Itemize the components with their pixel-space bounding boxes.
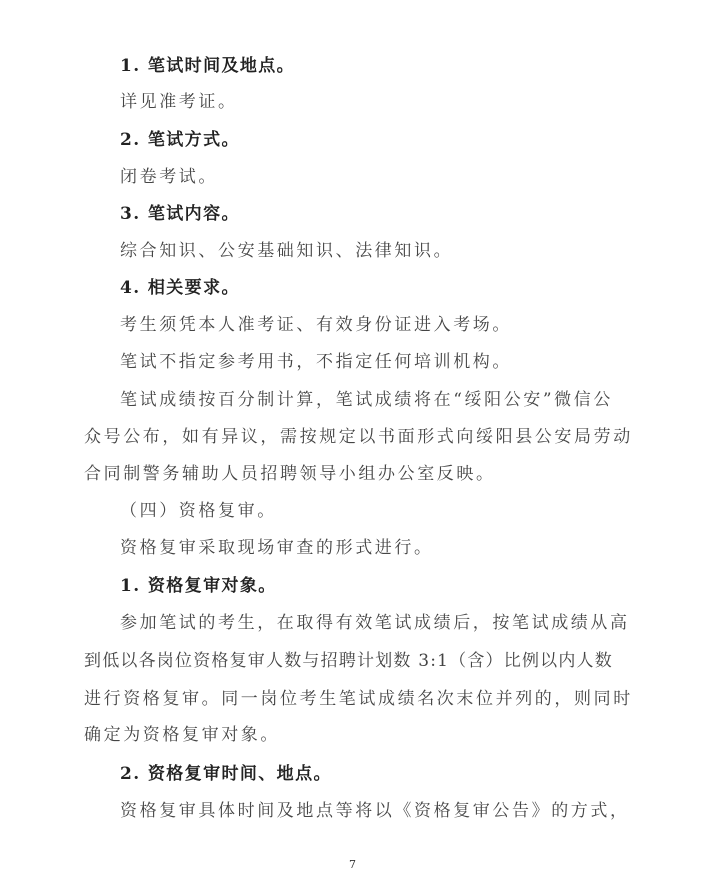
paragraph-line: 资格复审采取现场审查的形式进行。 [120, 538, 434, 558]
paragraph-line: 到低以各岗位资格复审人数与招聘计划数 3:1（含）比例以内人数 [84, 651, 613, 671]
paragraph-line: 综合知识、公安基础知识、法律知识。 [120, 241, 454, 261]
paragraph-line: 详见准考证。 [120, 92, 238, 112]
paragraph-line: 考生须凭本人准考证、有效身份证进入考场。 [120, 315, 512, 335]
paragraph-line: 笔试成绩按百分制计算，笔试成绩将在“绥阳公安”微信公 [120, 390, 613, 410]
paragraph-line: 合同制警务辅助人员招聘领导小组办公室反映。 [84, 464, 496, 484]
paragraph-line: 闭卷考试。 [120, 167, 218, 187]
paragraph-line: 确定为资格复审对象。 [84, 725, 280, 745]
section-heading: 1. 资格复审对象。 [120, 576, 277, 596]
paragraph-line: 众号公布，如有异议，需按规定以书面形式向绥阳县公安局劳动 [84, 427, 633, 447]
section-heading: 3. 笔试内容。 [120, 204, 240, 224]
section-heading: 2. 资格复审时间、地点。 [120, 764, 332, 784]
paragraph-line: 进行资格复审。同一岗位考生笔试成绩名次末位并列的，则同时 [84, 689, 633, 709]
paragraph-line: 笔试不指定参考用书，不指定任何培训机构。 [120, 352, 512, 372]
section-heading: 4. 相关要求。 [120, 278, 240, 298]
paragraph-line: （四）资格复审。 [120, 501, 277, 521]
section-heading: 2. 笔试方式。 [120, 130, 240, 150]
paragraph-line: 参加笔试的考生，在取得有效笔试成绩后，按笔试成绩从高 [120, 613, 630, 633]
section-heading: 1. 笔试时间及地点。 [120, 56, 296, 76]
paragraph-line: 资格复审具体时间及地点等将以《资格复审公告》的方式， [120, 801, 630, 821]
page-number: 7 [349, 858, 356, 871]
